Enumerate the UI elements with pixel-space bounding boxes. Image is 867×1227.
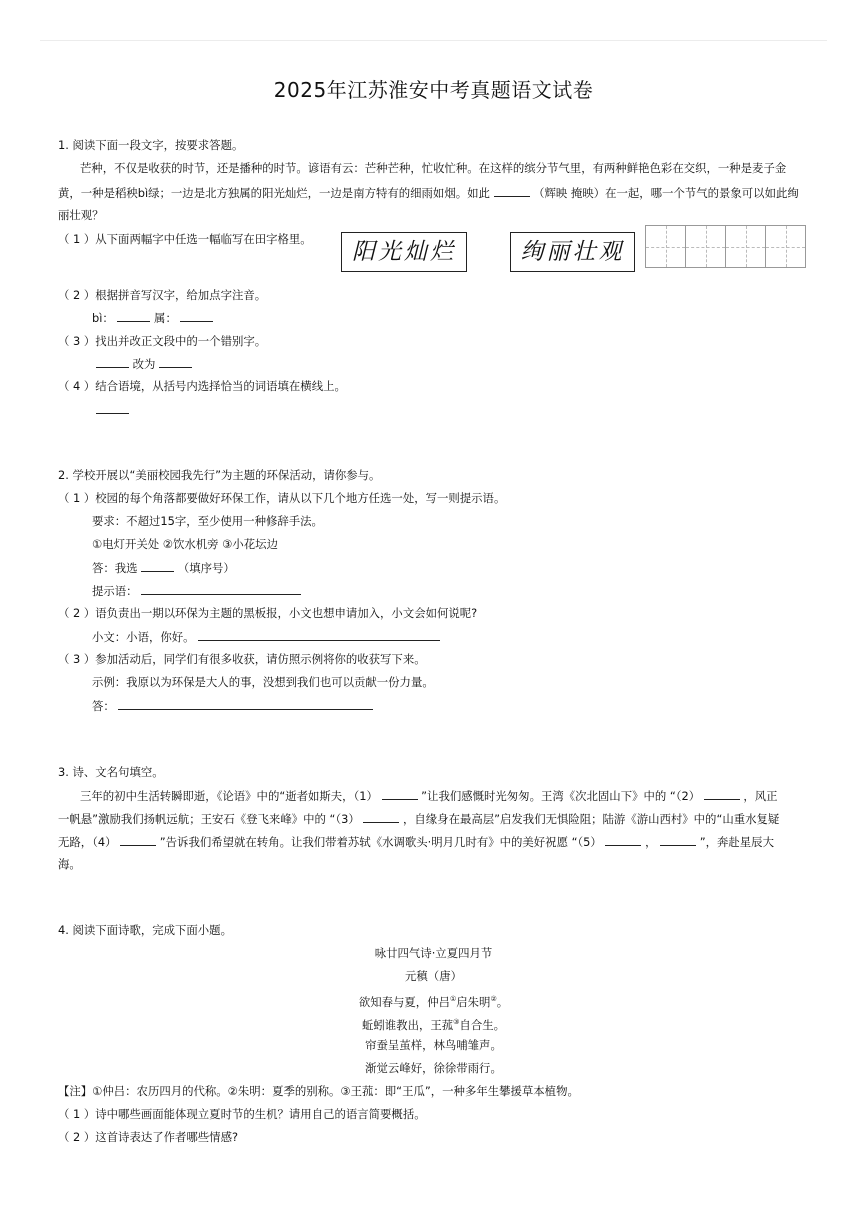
footnote-mark: ② (490, 995, 497, 1003)
q1-sub4: （ 4 ）结合语境，从括号内选择恰当的词语填在横线上。 (58, 379, 346, 393)
blank-harvest-input[interactable] (118, 697, 373, 710)
q1-paragraph-line-3: 丽壮观？ (58, 208, 104, 222)
blank-choice-input[interactable] (141, 559, 174, 572)
q2-choice-line (92, 559, 235, 576)
q3-heading: 3. 诗、文名句填空。 (58, 765, 164, 779)
q1-blank-input[interactable] (494, 184, 530, 197)
q3-text: 一帆悬”激励我们扬帆远航；王安石《登飞来峰》中的 “（3） (58, 812, 360, 826)
blank-tip-input[interactable] (141, 582, 301, 595)
q3-text: 三年的初中生活转瞬即逝，《论语》中的“逝者如斯夫，（1） (80, 789, 378, 803)
q2-options: ①电灯开关处 ②饮水机旁 ③小花坛边 (92, 537, 278, 551)
grid-cell[interactable] (765, 225, 806, 268)
q3-line-2 (58, 810, 779, 827)
poem-note: 【注】①仲吕：农历四月的代称。②朱明：夏季的别称。③王菰：即“王瓜”，一种多年生攀援草本植物。 (58, 1084, 579, 1098)
grid-cell[interactable] (685, 225, 726, 268)
grid-cell[interactable] (725, 225, 766, 268)
q1-sub2: （ 2 ）根据拼音写汉字，给加点字注音。 (58, 288, 267, 302)
q2-heading: 2. 学校开展以“美丽校园我先行”为主题的环保活动，请你参与。 (58, 468, 381, 482)
q1-text: （辉映 掩映）在一起，哪一个节气的景象可以如此绚 (533, 186, 799, 200)
blank-word-choice-input[interactable] (96, 401, 129, 414)
q4-sub1: （ 1 ）诗中哪些画面能体现立夏时节的生机？请用自己的语言简要概括。 (58, 1107, 426, 1121)
label-shu: 属： (154, 311, 177, 325)
label-gai: 改为 (132, 357, 156, 371)
footnote-mark: ③ (453, 1018, 460, 1026)
blank-3-input[interactable] (363, 810, 399, 823)
label-answer: 答： (92, 699, 115, 713)
q2-sub2: （ 2 ）语负责出一期以环保为主题的黑板报，小文也想申请加入，小文会如何说呢? (58, 606, 478, 620)
poem-text: 欲知春与夏，仲吕 (358, 994, 450, 1009)
poem-text: 自合生。 (459, 1017, 505, 1032)
poem-line-3: 帘蚕呈茧样，林鸟哺雏声。 (365, 1038, 502, 1052)
q3-text: ”，奔赴星辰大 (699, 835, 774, 849)
q4-heading: 4. 阅读下面诗歌，完成下面小题。 (58, 923, 232, 937)
tianzige-grid[interactable] (645, 225, 809, 268)
blank-4-input[interactable] (120, 833, 156, 846)
q2-example: 示例：我原以为环保是大人的事，没想到我们也可以贡献一份力量。 (92, 675, 434, 689)
q1-dotted-char: 属 (239, 186, 251, 200)
q1-sub1: （ 1 ）从下面两幅字中任选一幅临写在田字格里。 (58, 232, 312, 246)
q1-heading: 1. 阅读下面一段文字，按要求答题。 (58, 138, 244, 152)
q3-text: 无路，（4） (58, 835, 117, 849)
blank-2-input[interactable] (704, 787, 740, 800)
poem-line-4: 渐觉云峰好，徐徐带雨行。 (365, 1061, 502, 1075)
poem-author: 元稹（唐） (405, 969, 462, 983)
blank-wrong-char-input[interactable] (96, 355, 129, 368)
q3-text: ”让我们感慨时光匆匆。王湾《次北固山下》中的 “（2） (421, 789, 701, 803)
q1-text: 的阳光灿烂，一边是南方特有的细雨如烟。如此 (250, 186, 490, 200)
calligraphy-sample-1: 阳光灿烂 (341, 232, 467, 272)
calligraphy-sample-2: 绚丽壮观 (510, 232, 635, 272)
q3-text: ，风正 (743, 789, 778, 803)
q1-sub2-answers (92, 309, 213, 326)
label-tip: 提示语： (92, 584, 138, 598)
label-fill-number: （填序号） (177, 561, 235, 575)
grid-cell[interactable] (645, 225, 686, 268)
q3-line-4: 海。 (58, 857, 81, 871)
label-bi: bì： (92, 311, 114, 325)
blank-5b-input[interactable] (660, 833, 696, 846)
poem-text: 启朱明 (456, 994, 491, 1009)
poem-text: 。 (496, 994, 509, 1009)
poem-title: 咏廿四气诗·立夏四月节 (374, 946, 493, 960)
q4-sub2: （ 2 ）这首诗表达了作者哪些情感? (58, 1130, 239, 1144)
q3-line-3 (58, 833, 774, 850)
poem-line-2 (0, 1014, 867, 1033)
label-choice: 答：我选 (92, 561, 138, 575)
page-top-rule (40, 40, 827, 41)
blank-shu-input[interactable] (180, 309, 213, 322)
q1-text: 黄，一种是稻秧bì绿；一边是北方独 (58, 186, 240, 200)
q2-answer-line (92, 697, 373, 714)
blank-bi-input[interactable] (117, 309, 150, 322)
q1-paragraph-line-2 (58, 184, 799, 201)
page-title: 2025年江苏淮安中考真题语文试卷 (273, 78, 594, 102)
q2-sub3: （ 3 ）参加活动后，同学们有很多收获，请仿照示例将你的收获写下来。 (58, 652, 426, 666)
q2-tip-line (92, 582, 301, 599)
footnote-mark: ① (449, 995, 457, 1003)
q2-requirement: 要求：不超过15字，至少使用一种修辞手法。 (92, 514, 323, 528)
blank-correct-char-input[interactable] (159, 355, 192, 368)
blank-xiaowen-input[interactable] (198, 628, 440, 641)
q1-sub4-answer (96, 401, 129, 418)
q1-paragraph-line-1: 芒种，不仅是收获的时节，还是播种的时节。谚语有云：芒种芒种，忙收忙种。在这样的缤分节气里，有两种鲜艳色彩在交织，一种是麦子金 (80, 161, 787, 175)
q3-text: ，自缘身在最高层”启发我们无惧险阻；陆游《游山西村》中的“山重水复疑 (403, 812, 780, 826)
blank-1-input[interactable] (382, 787, 418, 800)
q3-text: ”告诉我们希望就在转角。让我们带着苏轼《水调歌头·明月几时有》中的美好祝愿 “（5） (159, 835, 602, 849)
q3-line-1 (80, 787, 778, 804)
poem-line-1 (0, 991, 867, 1010)
q2-xiaowen-line (92, 628, 440, 645)
q1-sub3: （ 3 ）找出并改正文段中的一个错别字。 (58, 334, 267, 348)
blank-5a-input[interactable] (605, 833, 641, 846)
q2-sub1: （ 1 ）校园的每个角落都要做好环保工作，请从以下几个地方任选一处，写一则提示语。 (58, 491, 506, 505)
q1-sub3-answers (96, 355, 192, 372)
q3-text: ， (645, 835, 657, 849)
poem-text: 蚯蚓谁教出，王菰 (362, 1017, 454, 1032)
label-xiaowen: 小文：小语，你好。 (92, 630, 195, 644)
